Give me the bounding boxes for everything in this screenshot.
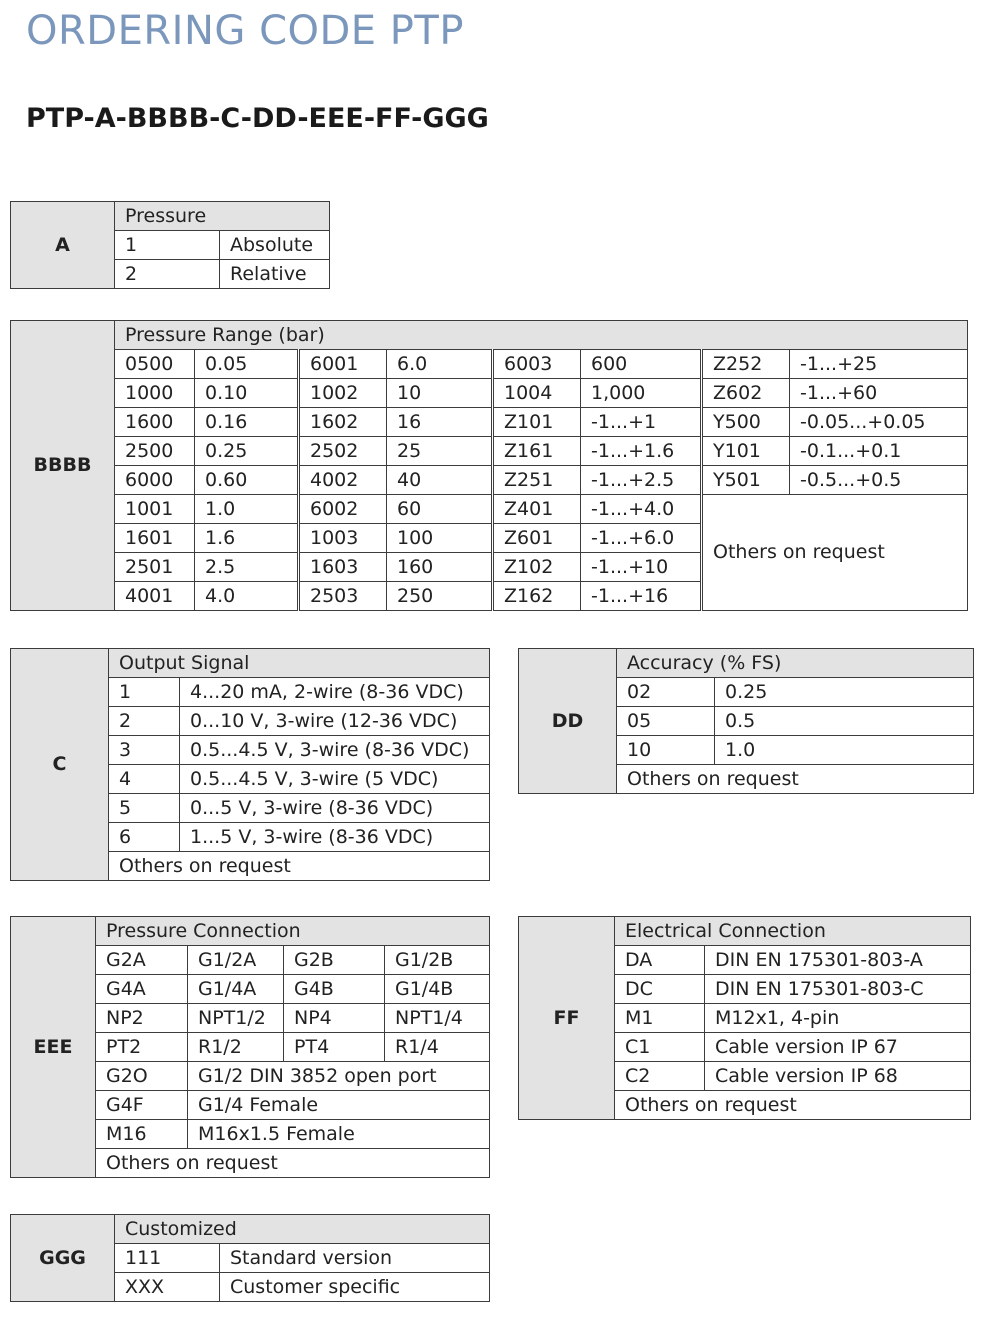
range-code: 1000 [115, 379, 195, 408]
option-description: G1/4B [385, 975, 490, 1004]
range-value: -1...+25 [790, 350, 968, 379]
section-header: Output Signal [109, 649, 490, 678]
range-value: -1...+6.0 [581, 524, 702, 553]
table-row [11, 350, 968, 379]
option-code: DC [615, 975, 705, 1004]
range-code: 1600 [115, 408, 195, 437]
option-code: 10 [617, 736, 715, 765]
section-header: Accuracy (% FS) [617, 649, 974, 678]
option-description: NPT1/4 [385, 1004, 490, 1033]
range-code: 1603 [299, 553, 387, 582]
range-code: Z251 [493, 466, 581, 495]
table-row [11, 437, 968, 466]
range-value: -1...+4.0 [581, 495, 702, 524]
section-header: Electrical Connection [615, 917, 971, 946]
range-value: 60 [387, 495, 493, 524]
range-code: 4002 [299, 466, 387, 495]
section-key: DD [519, 649, 617, 794]
option-description: R1/2 [188, 1033, 284, 1062]
range-value: 40 [387, 466, 493, 495]
range-value: -1...+60 [790, 379, 968, 408]
range-value: 1.0 [195, 495, 299, 524]
range-code: 6000 [115, 466, 195, 495]
option-code: M16 [96, 1120, 188, 1149]
range-value: 250 [387, 582, 493, 611]
range-code: Z101 [493, 408, 581, 437]
range-code: 1001 [115, 495, 195, 524]
range-value: 0.25 [195, 437, 299, 466]
option-code: PT4 [284, 1033, 385, 1062]
option-code: G4A [96, 975, 188, 1004]
range-code: 6003 [493, 350, 581, 379]
range-code: Y101 [702, 437, 790, 466]
option-code: 2 [109, 707, 180, 736]
table-row [11, 495, 968, 524]
option-code: 2 [115, 260, 220, 289]
section-header: Pressure Connection [96, 917, 490, 946]
option-description: Standard version [220, 1244, 490, 1273]
range-value: -1...+1.6 [581, 437, 702, 466]
range-value: -0.1...+0.1 [790, 437, 968, 466]
pressure-table [10, 201, 330, 289]
range-code: 0500 [115, 350, 195, 379]
pressure-range-table [10, 320, 968, 611]
option-code: 05 [617, 707, 715, 736]
section-header: Pressure Range (bar) [115, 321, 968, 350]
option-code: G4B [284, 975, 385, 1004]
range-value: -1...+16 [581, 582, 702, 611]
option-description: Customer specific [220, 1273, 490, 1302]
page-title: ORDERING CODE PTP [26, 8, 464, 54]
range-value: 100 [387, 524, 493, 553]
range-value: 25 [387, 437, 493, 466]
range-value: 1.6 [195, 524, 299, 553]
option-code: DA [615, 946, 705, 975]
section-key: C [11, 649, 109, 881]
option-code: C1 [615, 1033, 705, 1062]
output-signal-table [10, 648, 490, 881]
option-description: Absolute [220, 231, 330, 260]
section-header: Customized [115, 1215, 490, 1244]
range-code: 1602 [299, 408, 387, 437]
others-on-request: Others on request [617, 765, 974, 794]
section-key: FF [519, 917, 615, 1120]
range-code: Z161 [493, 437, 581, 466]
range-code: 2501 [115, 553, 195, 582]
option-code: 4 [109, 765, 180, 794]
range-code: Z102 [493, 553, 581, 582]
option-description: 0.25 [715, 678, 974, 707]
option-description: G1/2 DIN 3852 open port [188, 1062, 490, 1091]
option-code: 111 [115, 1244, 220, 1273]
option-description: G1/4A [188, 975, 284, 1004]
option-code: PT2 [96, 1033, 188, 1062]
option-code: NP4 [284, 1004, 385, 1033]
range-value: 6.0 [387, 350, 493, 379]
range-value: 160 [387, 553, 493, 582]
range-code: 2500 [115, 437, 195, 466]
range-value: -1...+10 [581, 553, 702, 582]
option-code: 1 [109, 678, 180, 707]
option-code: G2B [284, 946, 385, 975]
option-description: M16x1.5 Female [188, 1120, 490, 1149]
range-value: -1...+2.5 [581, 466, 702, 495]
option-code: G4F [96, 1091, 188, 1120]
range-code: Z401 [493, 495, 581, 524]
range-code: 1004 [493, 379, 581, 408]
option-description: Cable version IP 68 [705, 1062, 971, 1091]
range-code: Z162 [493, 582, 581, 611]
electrical-connection-table [518, 916, 971, 1120]
range-code: 2503 [299, 582, 387, 611]
range-code: 6002 [299, 495, 387, 524]
table-row [11, 408, 968, 437]
option-code: 1 [115, 231, 220, 260]
range-code: 1003 [299, 524, 387, 553]
option-code: G2O [96, 1062, 188, 1091]
option-description: Relative [220, 260, 330, 289]
range-code: 1002 [299, 379, 387, 408]
others-on-request: Others on request [96, 1149, 490, 1178]
range-code: 2502 [299, 437, 387, 466]
section-key: A [11, 202, 115, 289]
range-value: 0.16 [195, 408, 299, 437]
option-description: 1...5 V, 3-wire (8-36 VDC) [180, 823, 490, 852]
range-value: 10 [387, 379, 493, 408]
accuracy-table [518, 648, 974, 794]
range-code: Z602 [702, 379, 790, 408]
option-code: NP2 [96, 1004, 188, 1033]
range-code: Z601 [493, 524, 581, 553]
customized-table [10, 1214, 490, 1302]
option-code: 3 [109, 736, 180, 765]
option-description: M12x1, 4-pin [705, 1004, 971, 1033]
section-key: EEE [11, 917, 96, 1178]
option-description: 0...10 V, 3-wire (12-36 VDC) [180, 707, 490, 736]
table-row [11, 379, 968, 408]
range-code: Y501 [702, 466, 790, 495]
range-value: -0.05...+0.05 [790, 408, 968, 437]
range-value: 0.60 [195, 466, 299, 495]
range-code: 1601 [115, 524, 195, 553]
range-code: Y500 [702, 408, 790, 437]
option-description: 0.5...4.5 V, 3-wire (5 VDC) [180, 765, 490, 794]
option-description: Cable version IP 67 [705, 1033, 971, 1062]
range-value: 1,000 [581, 379, 702, 408]
range-value: 16 [387, 408, 493, 437]
range-value: 600 [581, 350, 702, 379]
others-on-request: Others on request [615, 1091, 971, 1120]
section-header: Pressure [115, 202, 330, 231]
option-description: 1.0 [715, 736, 974, 765]
range-value: 0.05 [195, 350, 299, 379]
ordering-code-pattern: PTP-A-BBBB-C-DD-EEE-FF-GGG [26, 103, 489, 134]
range-code: 6001 [299, 350, 387, 379]
option-description: DIN EN 175301-803-C [705, 975, 971, 1004]
range-value: 2.5 [195, 553, 299, 582]
option-description: 0.5 [715, 707, 974, 736]
option-code: 5 [109, 794, 180, 823]
option-code: C2 [615, 1062, 705, 1091]
section-key: BBBB [11, 321, 115, 611]
option-code: 02 [617, 678, 715, 707]
option-description: NPT1/2 [188, 1004, 284, 1033]
range-value: 4.0 [195, 582, 299, 611]
option-description: R1/4 [385, 1033, 490, 1062]
option-description: 4...20 mA, 2-wire (8-36 VDC) [180, 678, 490, 707]
table-row [11, 466, 968, 495]
others-on-request: Others on request [109, 852, 490, 881]
pressure-connection-table [10, 916, 490, 1178]
option-code: G2A [96, 946, 188, 975]
range-code: Z252 [702, 350, 790, 379]
range-value: -0.5...+0.5 [790, 466, 968, 495]
option-description: G1/4 Female [188, 1091, 490, 1120]
range-value: -1...+1 [581, 408, 702, 437]
option-code: M1 [615, 1004, 705, 1033]
others-on-request: Others on request [702, 495, 968, 611]
option-description: G1/2B [385, 946, 490, 975]
option-description: G1/2A [188, 946, 284, 975]
option-code: 6 [109, 823, 180, 852]
range-value: 0.10 [195, 379, 299, 408]
option-description: 0...5 V, 3-wire (8-36 VDC) [180, 794, 490, 823]
range-code: 4001 [115, 582, 195, 611]
option-description: 0.5...4.5 V, 3-wire (8-36 VDC) [180, 736, 490, 765]
section-key: GGG [11, 1215, 115, 1302]
option-description: DIN EN 175301-803-A [705, 946, 971, 975]
option-code: XXX [115, 1273, 220, 1302]
